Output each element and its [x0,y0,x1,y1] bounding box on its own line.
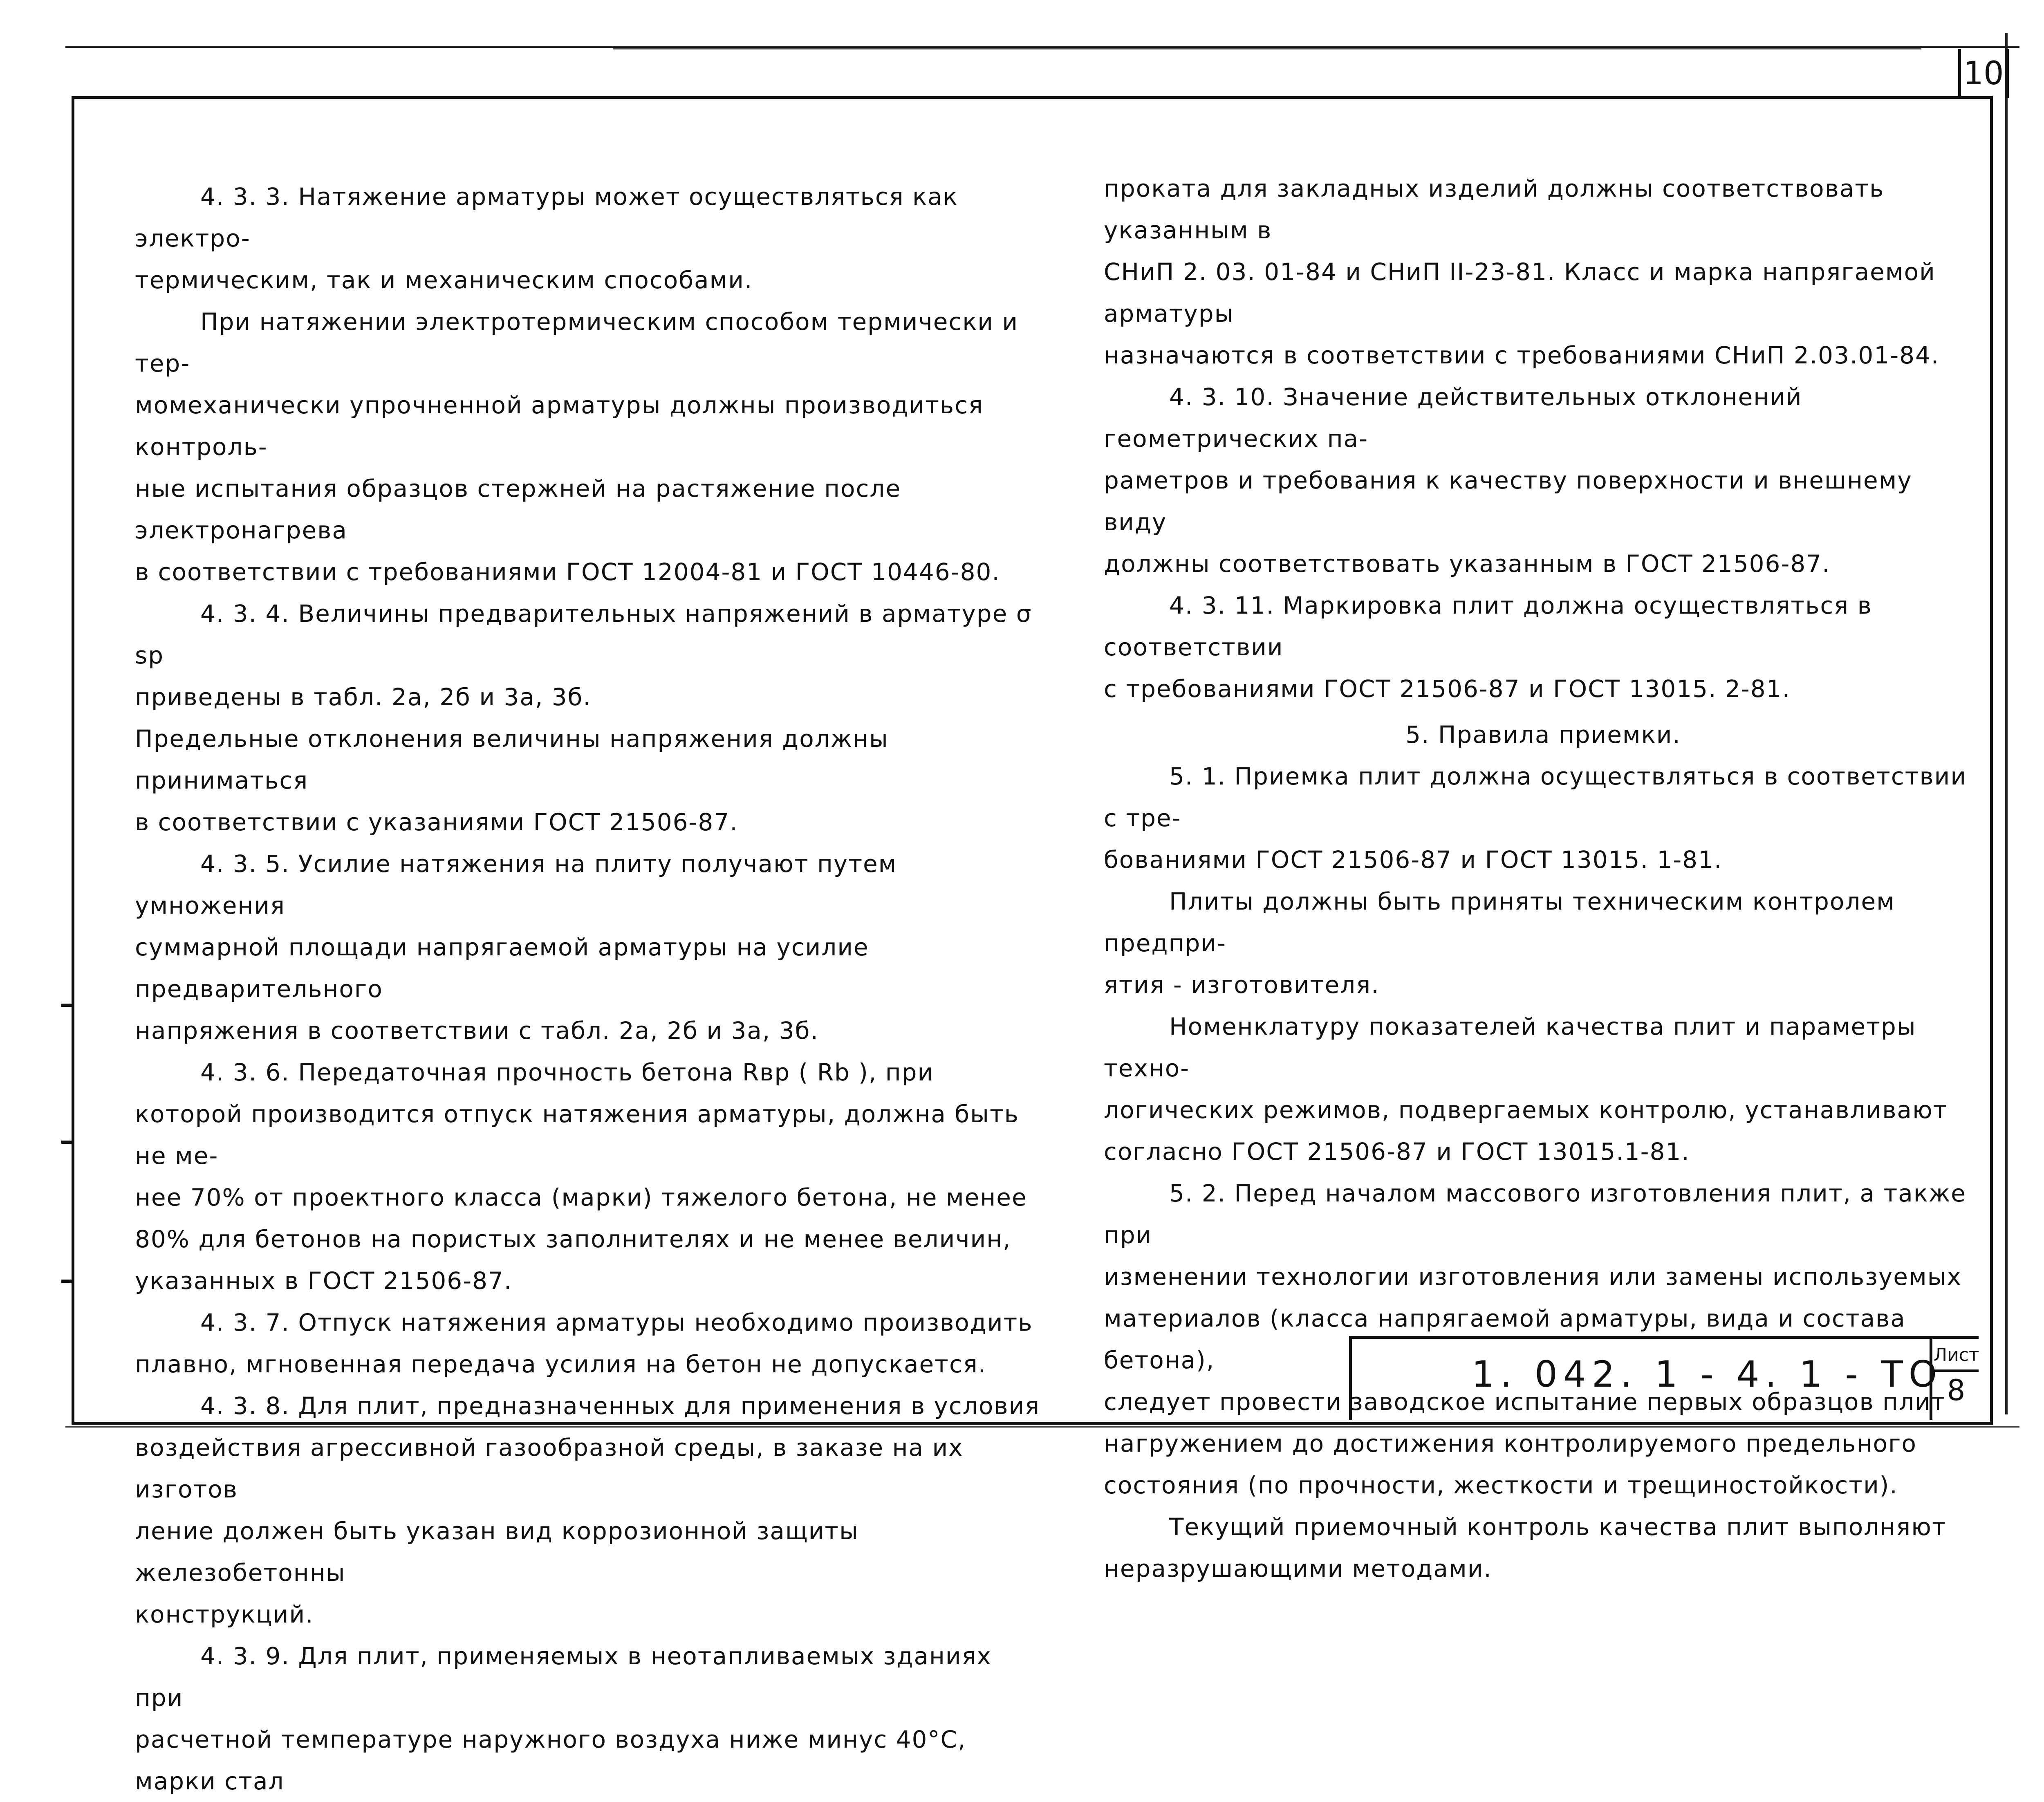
text-line: изменении технологии изготовления или замены используемых [1104,1263,1962,1291]
text-line: Предельные отклонения величины напряжения должны приниматься [135,725,889,794]
text-line: расчетной температуре наружного воздуха ниже минус 40°С, марки стал [135,1726,966,1795]
text-line: 5. 1. Приемка плит должна осуществляться в соответствии с тре- [1104,762,1967,832]
text-line: должны соответствовать указанным в ГОСТ 21506-87. [1104,550,1831,578]
text-line: 5. 2. Перед началом массового изготовления плит, а также при [1104,1179,1966,1249]
text-line: 4. 3. 11. Маркировка плит должна осуществляться в соответствии [1104,592,1872,661]
text-line: суммарной площади напрягаемой арматуры на усилие предварительного [135,933,869,1003]
text-line: материалов (класса напрягаемой арматуры, вида и состава бетона), [1104,1304,1906,1374]
text-line: 4. 3. 7. Отпуск натяжения арматуры необходимо производить [200,1309,1033,1336]
text-line: согласно ГОСТ 21506-87 и ГОСТ 13015.1-81. [1104,1138,1690,1165]
text-line: ление должен быть указан вид коррозионной защиты железобетонны [135,1517,859,1587]
text-line: ные испытания образцов стержней на растяжение после электронагрева [135,475,901,544]
text-line: 4. 3. 8. Для плит, предназначенных для применения в условия [200,1392,1040,1420]
margin-tick [61,1141,74,1144]
text-line: с требованиями ГОСТ 21506-87 и ГОСТ 13015. 2-81. [1104,675,1791,703]
text-line: 4. 3. 6. Передаточная прочность бетона Rвр ( Rb ), при [200,1058,934,1086]
text-line: конструкций. [135,1600,314,1628]
text-line: которой производится отпуск натяжения арматуры, должна быть не ме- [135,1100,1019,1170]
page-number: 10 [1958,49,2009,98]
text-line: Текущий приемочный контроль качества плит выполняют [1169,1513,1947,1541]
text-line: момеханически упрочненной арматуры должны производиться контроль- [135,391,984,461]
text-line: 4. 3. 3. Натяжение арматуры может осуществляться как электро- [135,183,958,252]
top-rule-dashed [613,48,1921,49]
text-line: следует провести заводское испытание первых образцов плит [1104,1388,1946,1416]
text-line: Плиты должны быть приняты техническим контролем предпри- [1104,888,1895,957]
text-line: бованиями ГОСТ 21506-87 и ГОСТ 13015. 1-81. [1104,846,1723,874]
sheet-number: 8 [1947,1374,1966,1407]
margin-tick [61,1004,74,1007]
margin-tick [61,1280,74,1283]
left-column [135,176,1047,1802]
text-line: нее 70% от проектного класса (марки) тяжелого бетона, не менее [135,1183,1027,1211]
text-line: указанных в ГОСТ 21506-87. [135,1267,513,1295]
text-line: неразрушающими методами. [1104,1555,1492,1582]
top-rule [65,46,2019,48]
text-line: плавно, мгновенная передача усилия на бетон не допускается. [135,1350,987,1378]
sheet-label: Лист [1934,1341,1979,1372]
text-line: логических режимов, подвергаемых контролю, устанавливают [1104,1096,1948,1124]
text-line: раметров и требования к качеству поверхности и внешнему виду [1104,466,1912,536]
text-line: СНиП 2. 03. 01-84 и СНиП II-23-81. Класс и марка напрягаемой арматуры [1104,258,1936,327]
text-line: нагружением до достижения контролируемого предельного [1104,1430,1917,1457]
text-line: 4. 3. 5. Усилие натяжения на плиту получают путем умножения [135,850,897,919]
text-line: в соответствии с указаниями ГОСТ 21506-87. [135,808,738,836]
text-line: состояния (по прочности, жесткости и трещиностойкости). [1104,1471,1898,1499]
document-code: 1. 042. 1 - 4. 1 - ТО [1472,1353,1943,1395]
text-line: воздействия агрессивной газообразной среды, в заказе на их изготов [135,1434,964,1503]
section-heading: 5. Правила приемки. [1405,721,1681,749]
text-line: 4. 3. 10. Значение действительных отклонений геометрических па- [1104,383,1802,453]
text-line: приведены в табл. 2а, 2б и 3а, 3б. [135,683,592,711]
text-line: Номенклатуру показателей качества плит и параметры техно- [1104,1013,1916,1082]
text-line: 4. 3. 4. Величины предварительных напряжений в арматуре σ sp [135,600,1032,669]
text-line: 80% для бетонов на пористых заполнителях и не менее величин, [135,1225,1011,1253]
text-line: назначаются в соответствии с требованиями СНиП 2.03.01-84. [1104,341,1940,369]
text-line: в соответствии с требованиями ГОСТ 12004-81 и ГОСТ 10446-80. [135,558,1000,586]
text-line: проката для закладных изделий должны соответствовать указанным в [1104,175,1885,244]
text-line: ятия - изготовителя. [1104,971,1380,999]
text-line: термическим, так и механическим способами. [135,266,753,294]
text-line: При натяжении электротермическим способом термически и тер- [135,308,1019,377]
text-line: напряжения в соответствии с табл. 2а, 2б и 3а, 3б. [135,1017,819,1044]
right-edge-rule [2005,33,2008,1414]
text-line: 4. 3. 9. Для плит, применяемых в неотапливаемых зданиях при [135,1642,992,1712]
